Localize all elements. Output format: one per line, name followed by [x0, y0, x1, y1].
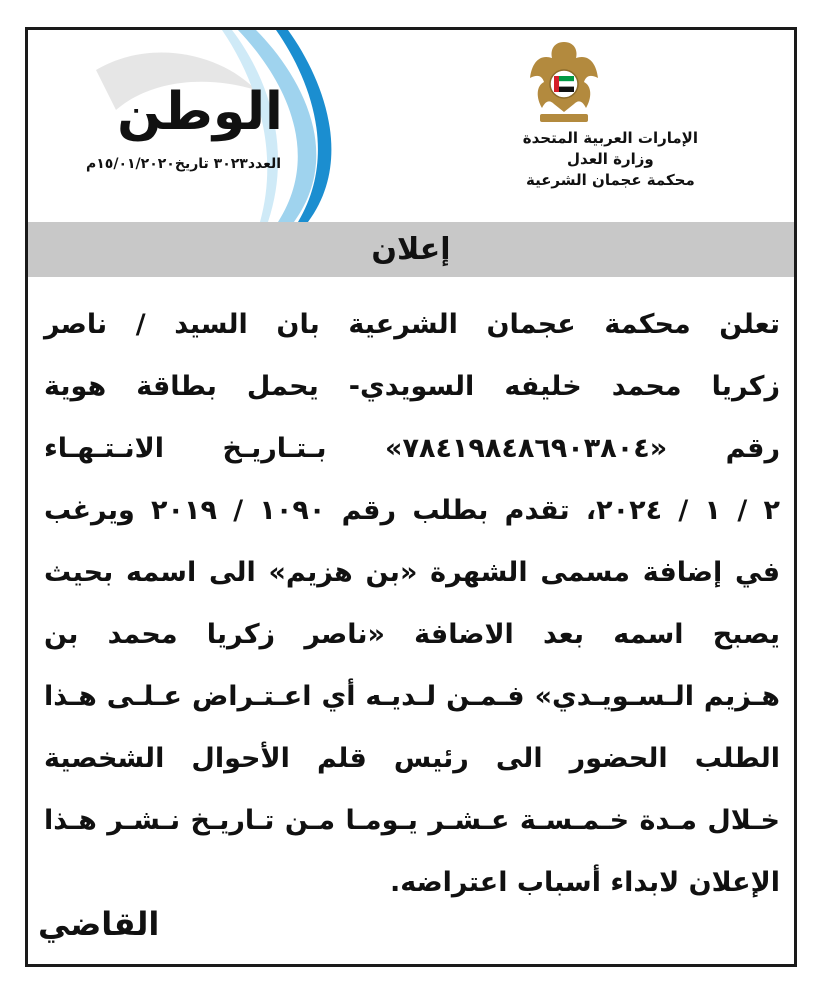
body-line: الإعلان لابداء أسباب اعتراضه.: [389, 867, 780, 898]
notice-body: [44, 294, 780, 914]
body-line: هـزيم الـسـويـدي» فـمـن لـديـه أي اعـتـراض عـلـى هـذا: [44, 681, 780, 712]
title-banner: [28, 222, 794, 277]
newspaper-name: الوطن: [117, 82, 283, 142]
body-line: رقم «٧٨٤١٩٨٤٨٦٩٠٣٨٠٤» بـتـاريـخ الانـتـهـاء: [44, 433, 780, 464]
government-block: [523, 128, 698, 191]
ministry-name: وزارة العدل: [567, 150, 654, 168]
signature-judge: القاضي: [38, 905, 160, 943]
uae-emblem-icon: [528, 38, 600, 124]
body-line: ٢ / ١ / ٢٠٢٤، تقدم بطلب رقم ١٠٩٠ / ٢٠١٩ ويرغب: [44, 495, 780, 526]
body-line: تعلن محكمة عجمان الشرعية بان السيد / ناصر: [44, 309, 780, 340]
body-line: في إضافة مسمى الشهرة «بن هزيم» الى اسمه بحيث: [44, 557, 780, 588]
notice-title: إعلان: [371, 232, 451, 267]
newspaper-masthead: [56, 30, 336, 222]
body-line: يصبح اسمه بعد الاضافة «ناصر زكريا محمد بن: [44, 619, 780, 650]
notice-frame: [25, 27, 797, 967]
court-name: محكمة عجمان الشرعية: [525, 171, 695, 189]
notice-header: [28, 30, 794, 222]
body-line: زكريا محمد خليفه السويدي- يحمل بطاقة هوية: [44, 371, 780, 402]
body-line: خـلال مـدة خـمـسـة عـشـر يـومـا مـن تـاريـخ نـشـر هـذا: [44, 805, 780, 836]
issue-line: العدد٣٠٢٣ تاريخ١٥/٠١/٢٠٢٠م: [86, 156, 282, 172]
body-line: الطلب الحضور الى رئيس قلم الأحوال الشخصية: [44, 743, 780, 774]
country-name: الإمارات العربية المتحدة: [522, 129, 698, 147]
